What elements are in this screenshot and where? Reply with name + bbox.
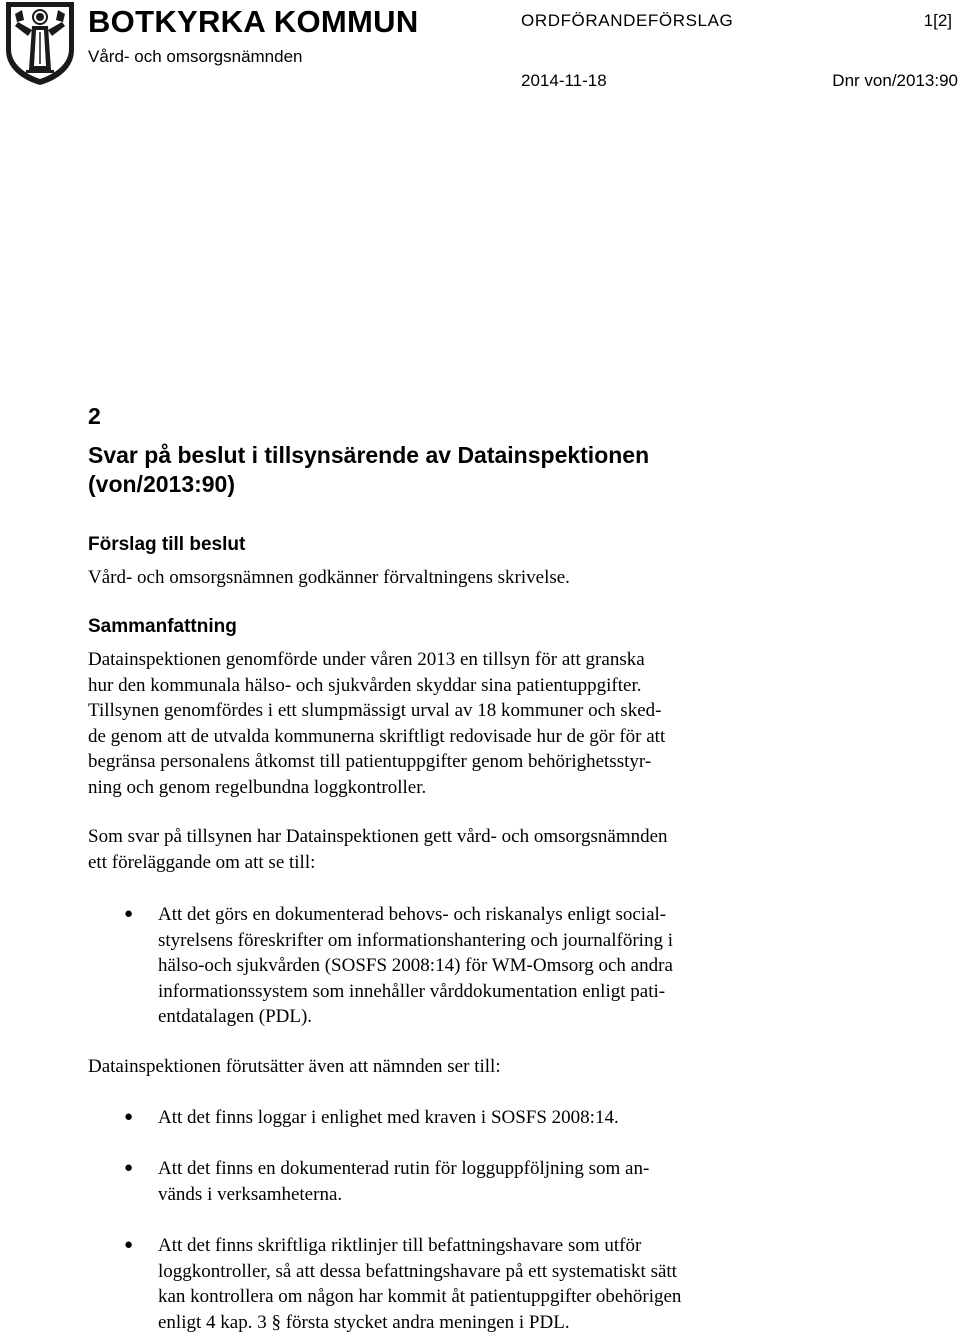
text-line: vänds i verksamheterna. [158, 1183, 343, 1205]
list-item [158, 902, 808, 1030]
text-line: de genom att de utvalda kommunerna skriftligt redovisade hur de gör för att [88, 725, 666, 747]
summary-paragraph [88, 647, 823, 800]
proposal-heading: Förslag till beslut [88, 534, 246, 555]
text-line: ett föreläggande om att se till: [88, 851, 316, 873]
text-line: informationssystem som innehåller vårddokumentation enligt pati- [158, 980, 666, 1002]
page-number: 1[2] [923, 11, 952, 30]
text-line: ning och genom regelbundna loggkontroller. [88, 776, 427, 798]
text-line: Att det finns loggar i enlighet med kraven i SOSFS 2008:14. [158, 1107, 619, 1128]
title-line: Svar på beslut i tillsynsärende av Datainspektionen [88, 442, 650, 468]
list-item [158, 1156, 808, 1207]
text-line: begränsa personalens åtkomst till patientuppgifter genom behörighetsstyr- [88, 751, 652, 772]
text-line: kan kontrollera om någon har kommit åt patientuppgifter obehörigen [158, 1286, 682, 1307]
bullet-icon: ● [124, 1237, 134, 1253]
title-line: (von/2013:90) [88, 471, 236, 497]
list-item [158, 1105, 808, 1131]
text-line: Att det görs en dokumenterad behovs- och riskanalys enligt social- [158, 904, 667, 925]
text-line: Som svar på tillsynen har Datainspektionen gett vård- och omsorgsnämnden [88, 826, 668, 847]
text-line: hur den kommunala hälso- och sjukvården skyddar sina patientuppgifter. [88, 674, 642, 696]
injunction-paragraph [88, 824, 823, 875]
document-type: ORDFÖRANDEFÖRSLAG [521, 11, 734, 30]
page-title [88, 441, 848, 499]
summary-heading: Sammanfattning [88, 616, 237, 637]
list-item [158, 1233, 808, 1335]
text-line: enligt 4 kap. 3 § första stycket andra meningen i PDL. [158, 1311, 570, 1333]
document-date: 2014-11-18 [521, 71, 607, 90]
item-number: 2 [88, 403, 101, 429]
bullet-icon: ● [124, 1109, 134, 1125]
text-line: hälso-och sjukvården (SOSFS 2008:14) för WM-Omsorg och andra [158, 955, 673, 976]
text-line: Tillsynen genomfördes i ett slumpmässigt urval av 18 kommuner och sked- [88, 700, 662, 721]
municipal-coat-of-arms-icon [4, 0, 76, 86]
requirement-paragraph: Datainspektionen förutsätter även att nämnden ser till: [88, 1056, 501, 1077]
text-line: loggkontroller, så att dessa befattningshavare på ett systematiskt sätt [158, 1260, 677, 1282]
text-line: entdatalagen (PDL). [158, 1006, 313, 1027]
text-line: styrelsens föreskrifter om informationshantering och journalföring i [158, 929, 673, 951]
text-line: Datainspektionen genomförde under våren 2013 en tillsyn för att granska [88, 649, 645, 670]
text-line: Att det finns en dokumenterad rutin för logguppföljning som an- [158, 1158, 650, 1179]
document-reference: Dnr von/2013:90 [832, 71, 958, 90]
bullet-icon: ● [124, 1160, 134, 1176]
organization-name: BOTKYRKA KOMMUN [88, 4, 419, 39]
text-line: Att det finns skriftliga riktlinjer till befattningshavare som utför [158, 1235, 642, 1256]
bullet-icon: ● [124, 906, 134, 922]
proposal-text: Vård- och omsorgsnämnen godkänner förvaltningens skrivelse. [88, 567, 570, 588]
board-name: Vård- och omsorgsnämnden [88, 47, 303, 66]
